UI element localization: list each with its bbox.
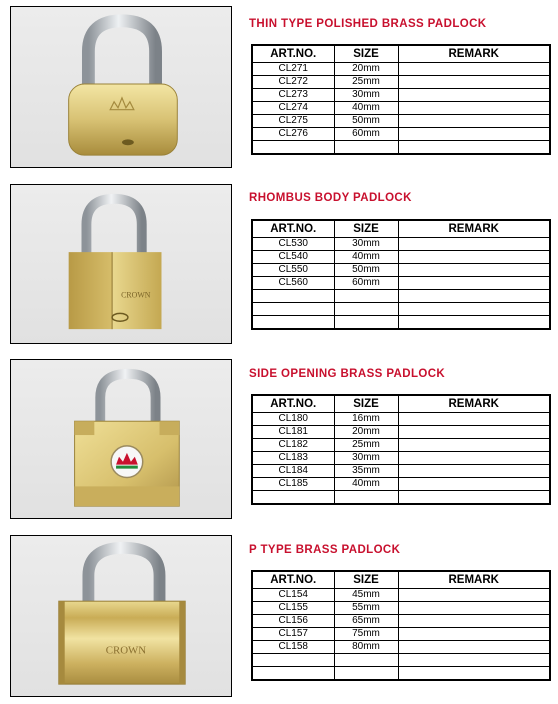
- art-no-cell: CL276: [252, 128, 334, 141]
- remark-cell: [398, 63, 550, 76]
- remark-cell: [398, 654, 550, 667]
- art-no-cell: [252, 290, 334, 303]
- table-row: [252, 465, 550, 478]
- size-cell: 40mm: [334, 251, 398, 264]
- table-row: [252, 602, 550, 615]
- column-header-art-no: ART.NO.: [252, 571, 334, 589]
- size-cell: 55mm: [334, 602, 398, 615]
- size-cell: 60mm: [334, 128, 398, 141]
- art-no-cell: CL540: [252, 251, 334, 264]
- table-row: [252, 654, 550, 667]
- size-cell: 20mm: [334, 63, 398, 76]
- remark-cell: [398, 76, 550, 89]
- size-cell: 65mm: [334, 615, 398, 628]
- art-no-cell: CL158: [252, 641, 334, 654]
- spec-table: [251, 44, 551, 155]
- column-header-art-no: ART.NO.: [252, 220, 334, 238]
- table-header-row: [252, 395, 550, 413]
- section-title: P TYPE BRASS PADLOCK: [249, 544, 401, 556]
- art-no-cell: CL180: [252, 413, 334, 426]
- remark-cell: [398, 251, 550, 264]
- table-row: [252, 667, 550, 681]
- art-no-cell: CL182: [252, 439, 334, 452]
- remark-cell: [398, 602, 550, 615]
- remark-cell: [398, 452, 550, 465]
- remark-cell: [398, 426, 550, 439]
- remark-cell: [398, 439, 550, 452]
- size-cell: 20mm: [334, 426, 398, 439]
- lock-engraving: CROWN: [121, 290, 151, 300]
- size-cell: 60mm: [334, 277, 398, 290]
- art-no-cell: [252, 491, 334, 505]
- art-no-cell: CL274: [252, 102, 334, 115]
- section-title: RHOMBUS BODY PADLOCK: [249, 192, 412, 204]
- size-cell: 35mm: [334, 465, 398, 478]
- art-no-cell: CL185: [252, 478, 334, 491]
- table-row: [252, 413, 550, 426]
- size-cell: 50mm: [334, 264, 398, 277]
- art-no-cell: CL157: [252, 628, 334, 641]
- art-no-cell: CL273: [252, 89, 334, 102]
- table-row: [252, 641, 550, 654]
- lock-engraving: CROWN: [105, 644, 147, 657]
- column-header-art-no: ART.NO.: [252, 395, 334, 413]
- size-cell: 30mm: [334, 89, 398, 102]
- table-row: [252, 89, 550, 102]
- column-header-remark: REMARK: [398, 45, 550, 63]
- remark-cell: [398, 303, 550, 316]
- table-row: [252, 251, 550, 264]
- table-header-row: [252, 45, 550, 63]
- table-row: [252, 628, 550, 641]
- size-cell: 40mm: [334, 478, 398, 491]
- remark-cell: [398, 589, 550, 602]
- size-cell: 30mm: [334, 452, 398, 465]
- product-photo-rhombus: [10, 184, 232, 344]
- remark-cell: [398, 641, 550, 654]
- product-photo-p-type: [10, 535, 232, 697]
- table-row: [252, 63, 550, 76]
- table-row: [252, 589, 550, 602]
- art-no-cell: CL184: [252, 465, 334, 478]
- table-row: [252, 491, 550, 505]
- art-no-cell: [252, 654, 334, 667]
- table-row: [252, 264, 550, 277]
- size-cell: 40mm: [334, 102, 398, 115]
- column-header-remark: REMARK: [398, 395, 550, 413]
- art-no-cell: [252, 141, 334, 155]
- remark-cell: [398, 128, 550, 141]
- size-cell: 25mm: [334, 76, 398, 89]
- column-header-size: SIZE: [334, 220, 398, 238]
- remark-cell: [398, 478, 550, 491]
- art-no-cell: CL272: [252, 76, 334, 89]
- art-no-cell: [252, 303, 334, 316]
- size-cell: [334, 141, 398, 155]
- remark-cell: [398, 465, 550, 478]
- table-row: [252, 452, 550, 465]
- table-row: [252, 277, 550, 290]
- remark-cell: [398, 491, 550, 505]
- table-row: [252, 303, 550, 316]
- side-opening-padlock-icon: [11, 360, 231, 518]
- size-cell: 50mm: [334, 115, 398, 128]
- art-no-cell: CL530: [252, 238, 334, 251]
- table-row: [252, 128, 550, 141]
- table-row: [252, 102, 550, 115]
- remark-cell: [398, 316, 550, 330]
- column-header-remark: REMARK: [398, 220, 550, 238]
- column-header-size: SIZE: [334, 45, 398, 63]
- size-cell: 75mm: [334, 628, 398, 641]
- art-no-cell: [252, 667, 334, 681]
- column-header-size: SIZE: [334, 571, 398, 589]
- table-row: [252, 316, 550, 330]
- product-photo-thin-type: [10, 6, 232, 168]
- art-no-cell: CL560: [252, 277, 334, 290]
- column-header-remark: REMARK: [398, 571, 550, 589]
- size-cell: [334, 303, 398, 316]
- rhombus-padlock-icon: [11, 185, 231, 343]
- thin-brass-padlock-icon: [11, 7, 231, 167]
- remark-cell: [398, 102, 550, 115]
- table-row: [252, 478, 550, 491]
- size-cell: [334, 316, 398, 330]
- table-header-row: [252, 571, 550, 589]
- art-no-cell: CL275: [252, 115, 334, 128]
- table-row: [252, 290, 550, 303]
- table-row: [252, 426, 550, 439]
- size-cell: [334, 654, 398, 667]
- remark-cell: [398, 115, 550, 128]
- remark-cell: [398, 615, 550, 628]
- size-cell: [334, 290, 398, 303]
- table-row: [252, 115, 550, 128]
- table-row: [252, 439, 550, 452]
- table-header-row: [252, 220, 550, 238]
- remark-cell: [398, 413, 550, 426]
- section-title: THIN TYPE POLISHED BRASS PADLOCK: [249, 18, 487, 30]
- remark-cell: [398, 89, 550, 102]
- section-title: SIDE OPENING BRASS PADLOCK: [249, 368, 446, 380]
- art-no-cell: CL183: [252, 452, 334, 465]
- remark-cell: [398, 277, 550, 290]
- spec-table: [251, 570, 551, 681]
- table-row: [252, 615, 550, 628]
- remark-cell: [398, 667, 550, 681]
- remark-cell: [398, 264, 550, 277]
- table-row: [252, 76, 550, 89]
- art-no-cell: CL550: [252, 264, 334, 277]
- art-no-cell: CL156: [252, 615, 334, 628]
- art-no-cell: CL154: [252, 589, 334, 602]
- spec-table: [251, 394, 551, 505]
- table-row: [252, 238, 550, 251]
- p-type-padlock-icon: [11, 536, 231, 696]
- size-cell: 80mm: [334, 641, 398, 654]
- art-no-cell: CL271: [252, 63, 334, 76]
- product-photo-side-opening: [10, 359, 232, 519]
- column-header-art-no: ART.NO.: [252, 45, 334, 63]
- art-no-cell: [252, 316, 334, 330]
- size-cell: 30mm: [334, 238, 398, 251]
- size-cell: [334, 491, 398, 505]
- column-header-size: SIZE: [334, 395, 398, 413]
- spec-table: [251, 219, 551, 330]
- size-cell: 25mm: [334, 439, 398, 452]
- remark-cell: [398, 628, 550, 641]
- remark-cell: [398, 141, 550, 155]
- size-cell: 16mm: [334, 413, 398, 426]
- remark-cell: [398, 290, 550, 303]
- table-row: [252, 141, 550, 155]
- size-cell: 45mm: [334, 589, 398, 602]
- remark-cell: [398, 238, 550, 251]
- art-no-cell: CL181: [252, 426, 334, 439]
- art-no-cell: CL155: [252, 602, 334, 615]
- size-cell: [334, 667, 398, 681]
